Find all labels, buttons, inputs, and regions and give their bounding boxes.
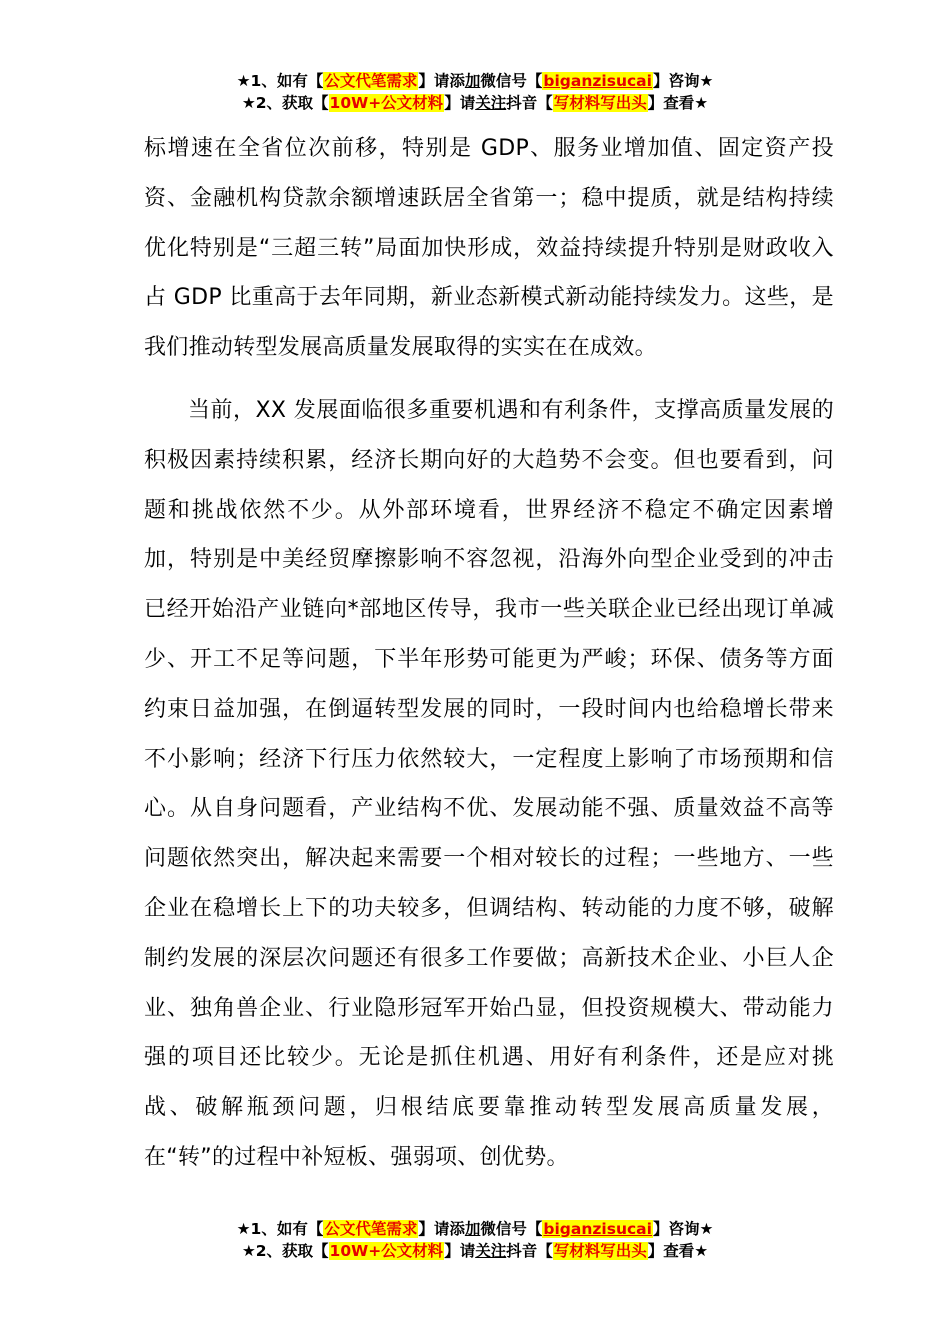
- banner-text: 】请添: [418, 72, 465, 90]
- star-icon: ★: [236, 1220, 251, 1238]
- banner-text: 】请: [444, 94, 476, 112]
- banner-text: 】咨询: [652, 72, 700, 90]
- banner-text: 】请: [444, 1242, 476, 1260]
- banner-text: 关注: [475, 1242, 507, 1260]
- star-icon: ★: [241, 94, 256, 112]
- highlight-materials: 10W+公文材料: [329, 1242, 444, 1260]
- banner-text: 】请添: [418, 1220, 465, 1238]
- banner-text: 2、获取【: [255, 94, 329, 112]
- highlight-service: 公文代笔需求: [324, 1220, 418, 1238]
- paragraph-1: 标增速在全省位次前移，特别是 GDP、服务业增加值、固定资产投资、金融机构贷款余额增速跃居全省第一；稳中提质，就是结构持续优化特别是“三超三转”局面加快形成，效益持续提升特别是财政收入占 GDP 比重高于去年同期，新业态新模式新动能持续发力。这些，是我们推动转型发展高质量发展取得的实实在在成效。: [144, 136, 834, 361]
- banner-text: 】咨询: [652, 1220, 700, 1238]
- highlight-materials: 10W+公文材料: [329, 94, 444, 112]
- banner-text: 加: [464, 72, 481, 90]
- banner-text: 】查看: [647, 94, 695, 112]
- banner-text: 微信号【: [480, 72, 543, 90]
- highlight-douyin: 写材料写出头: [553, 94, 647, 112]
- banner-text: 2、获取【: [255, 1242, 329, 1260]
- banner-text: 加: [464, 1220, 481, 1238]
- banner-line-2: [0, 1240, 950, 1262]
- bottom-banner: [0, 1218, 950, 1262]
- star-icon: ★: [694, 94, 709, 112]
- paragraph-2: 当前，XX 发展面临很多重要机遇和有利条件，支撑高质量发展的积极因素持续积累，经济长期向好的大趋势不会变。但也要看到，问题和挑战依然不少。从外部环境看，世界经济不稳定不确定因素增加，特别是中美经贸摩擦影响不容忽视，沿海外向型企业受到的冲击已经开始沿产业链向*部地区传导，我市一些关联企业已经出现订单减少、开工不足等问题，下半年形势可能更为严峻；环保、债务等方面约束日益加强，在倒逼转型发展的同时，一段时间内也给稳增长带来不小影响；经济下行压力依然较大，一定程度上影响了市场预期和信心。从自身问题看，产业结构不优、发展动能不强、质量效益不高等问题依然突出，解决起来需要一个相对较长的过程；一些地方、一些企业在稳增长上下的功夫较多，但调结构、转动能的力度不够，破解制约发展的深层次问题还有很多工作要做；高新技术企业、小巨人企业、独角兽企业、行业隐形冠军开始凸显，但投资规模大、带动能力强的项目还比较少。无论是抓住机遇、用好有利条件，还是应对挑战、破解瓶颈问题，归根结底要靠推动转型发展高质量发展，在“转”的过程中补短板、强弱项、创优势。: [144, 397, 834, 1170]
- star-icon: ★: [694, 1242, 709, 1260]
- star-icon: ★: [699, 1220, 714, 1238]
- banner-line-1: [0, 1218, 950, 1240]
- document-body: [144, 124, 834, 1183]
- star-icon: ★: [699, 72, 714, 90]
- star-icon: ★: [236, 72, 251, 90]
- banner-text: 抖音【: [506, 94, 553, 112]
- banner-text: 抖音【: [506, 1242, 553, 1260]
- star-icon: ★: [241, 1242, 256, 1260]
- banner-text: 关注: [475, 94, 507, 112]
- highlight-wechat-id: biganzisucai: [543, 1220, 652, 1238]
- top-banner: [0, 70, 950, 114]
- banner-text: 微信号【: [480, 1220, 543, 1238]
- banner-line-1: [0, 70, 950, 92]
- highlight-wechat-id: biganzisucai: [543, 72, 652, 90]
- banner-line-2: [0, 92, 950, 114]
- highlight-service: 公文代笔需求: [324, 72, 418, 90]
- highlight-douyin: 写材料写出头: [553, 1242, 647, 1260]
- banner-text: 1、如有【: [250, 1220, 324, 1238]
- banner-text: 1、如有【: [250, 72, 324, 90]
- banner-text: 】查看: [647, 1242, 695, 1260]
